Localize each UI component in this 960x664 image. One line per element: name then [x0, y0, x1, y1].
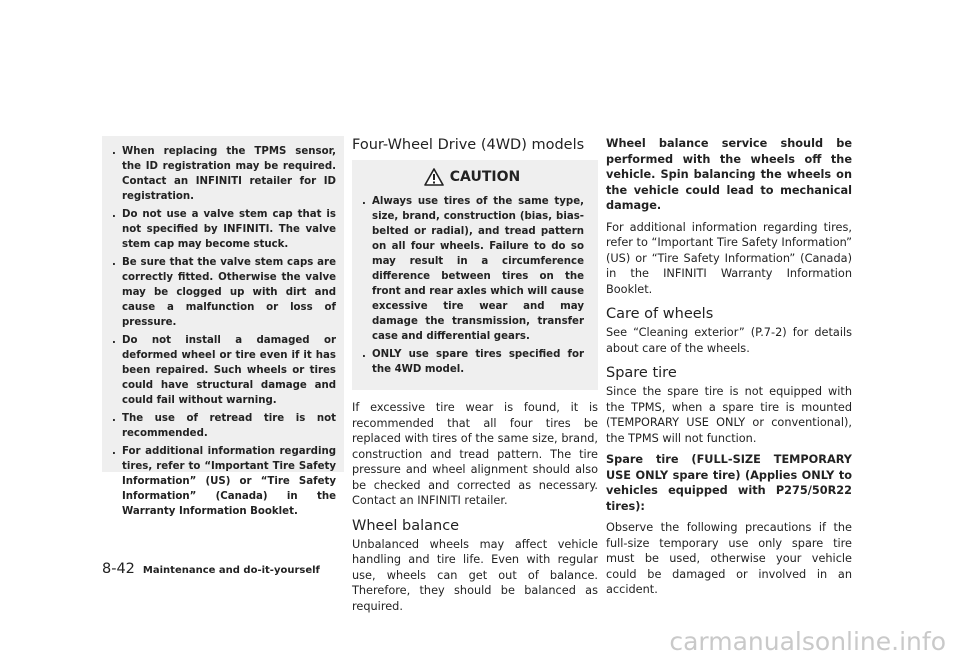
- caution-title: [352, 168, 592, 186]
- spare-subheading: Spare tire (FULL-SIZE TEMPORARY USE ONLY spare tire) (Applies ONLY to vehicles equipped with P275/50R22 tires):: [606, 453, 852, 513]
- list-item: . ONLY use spare tires specified for the 4WD model.: [362, 349, 584, 375]
- page-number: 8-42: [102, 561, 135, 577]
- fourwd-body: If excessive tire wear is found, it is recommended that all four tires be replaced with tires of the same size, brand, construction and tread pattern. The tire pressure and wheel alignment should also be checked and corrected as necessary. Contact an INFINITI retailer.: [352, 401, 598, 507]
- list-item: . When replacing the TPMS sensor, the ID registration may be required. Contact an INFINITI retailer for ID registration.: [112, 146, 336, 202]
- bullet-icon: .: [112, 146, 116, 157]
- list-item: . Always use tires of the same type, size, brand, construction (bias, bias-belted or radial), and tread pattern on all four wheels. Failure to do so may result in a circumference difference between tires on the front and rear axles which will cause excessive tire wear and may damage the transmission, transfer case and differential gears.: [362, 196, 584, 342]
- caution-label: CAUTION: [449, 169, 521, 185]
- bullet-icon: .: [112, 413, 116, 424]
- spare-heading: Spare tire: [606, 365, 677, 381]
- tire-info-paragraph: For additional information regarding tires, refer to “Important Tire Safety Information” (US) or “Tire Safety Information” (Canada) in the INFINITI Warranty Information Booklet.: [606, 220, 852, 296]
- spare-body-2: Observe the following precautions if the full-size temporary use only spare tire must be used, otherwise your vehicle could be damaged or involved in an accident.: [606, 521, 852, 596]
- wheel-balance-heading: Wheel balance: [352, 517, 460, 534]
- warning-box: [102, 136, 344, 517]
- list-item: . Be sure that the valve stem caps are correctly fitted. Otherwise the valve may be clogged up with dirt and cause a malfunction or loss of pressure.: [112, 257, 336, 328]
- right-column: [606, 136, 852, 598]
- warning-list: [102, 144, 344, 519]
- page-footer: [102, 561, 320, 577]
- bullet-icon: .: [112, 209, 116, 220]
- bullet-icon: .: [112, 257, 116, 268]
- bullet-icon: .: [362, 349, 366, 360]
- middle-column: [352, 136, 598, 614]
- care-body: See “Cleaning exterior” (P.7-2) for details about care of the wheels.: [606, 326, 852, 355]
- spare-body: Since the spare tire is not equipped with the TPMS, when a spare tire is mounted (TEMPORARY USE ONLY or conventional), the TPMS will not function.: [606, 385, 852, 445]
- bullet-icon: .: [112, 446, 116, 457]
- wheel-balance-note: Wheel balance service should be performed with the wheels off the vehicle. Spin balancing the wheels on the vehicle could lead to mechanical damage.: [606, 137, 852, 212]
- list-item: . For additional information regarding tires, refer to “Important Tire Safety Information” (US) or “Tire Safety Information” (Canada) in the Warranty Information Booklet.: [112, 446, 336, 517]
- bullet-icon: .: [362, 196, 366, 207]
- list-item: . Do not use a valve stem cap that is not specified by INFINITI. The valve stem cap may become stuck.: [112, 209, 336, 250]
- caution-box: [352, 160, 598, 390]
- watermark: carmanualsonline.info: [669, 627, 946, 656]
- wheel-balance-body: Unbalanced wheels may affect vehicle handling and tire life. Even with regular use, wheels can get out of balance. Therefore, they should be balanced as required.: [352, 537, 598, 613]
- fourwd-heading: Four-Wheel Drive (4WD) models: [352, 137, 585, 153]
- list-item: . Do not install a damaged or deformed wheel or tire even if it has been repaired. Such wheels or tires could have structural damage and could fail without warning.: [112, 335, 336, 406]
- bullet-icon: .: [112, 335, 116, 346]
- list-item: . The use of retread tire is not recommended.: [112, 413, 336, 439]
- warning-triangle-icon: [424, 168, 444, 186]
- section-title: Maintenance and do-it-yourself: [142, 565, 320, 576]
- caution-list: [352, 194, 592, 377]
- care-heading: Care of wheels: [606, 306, 714, 322]
